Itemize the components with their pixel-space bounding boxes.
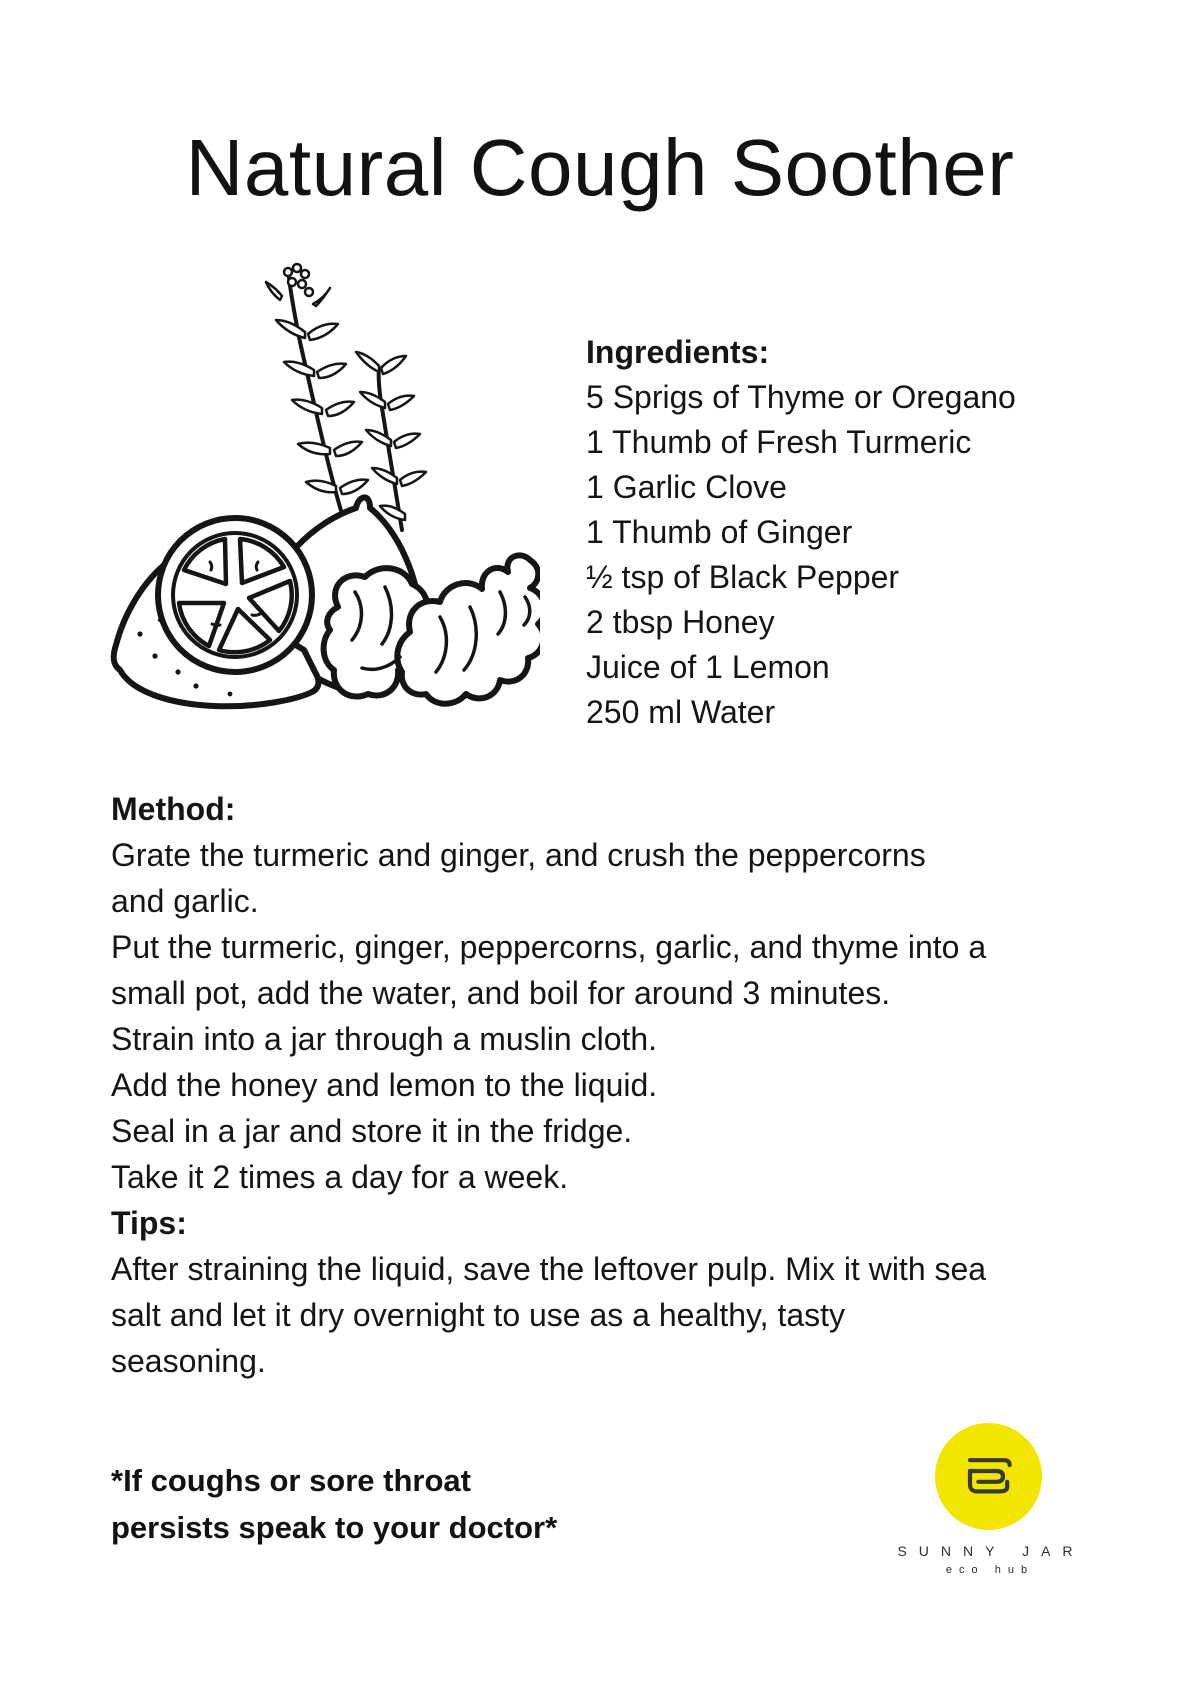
half-lemon-icon [114,518,319,706]
disclaimer-line: persists speak to your doctor* [111,1510,558,1545]
method-line: Add the honey and lemon to the liquid. [111,1067,658,1103]
ingredient-item: 1 Garlic Clove [586,469,787,505]
ginger-root-icon [324,555,540,703]
tips-line: salt and let it dry overnight to use as a healthy, tasty [111,1297,846,1333]
logo-tagline: eco hub [945,1564,1035,1576]
ingredient-item: 1 Thumb of Ginger [586,514,853,550]
method-line: Put the turmeric, ginger, peppercorns, garlic, and thyme into a [111,929,987,965]
ingredient-item: 5 Sprigs of Thyme or Oregano [586,379,1016,415]
logo-circle [935,1423,1042,1530]
tips-heading: Tips: [111,1205,187,1241]
ingredient-item: 250 ml Water [586,694,776,730]
method-line: Take it 2 times a day for a week. [111,1159,569,1195]
sunny-jar-logo [883,1423,1093,1576]
ingredient-item: ½ tsp of Black Pepper [586,559,900,595]
thyme-sprig-icon [266,264,368,514]
ingredient-item: Juice of 1 Lemon [586,649,830,685]
method-line: small pot, add the water, and boil for around 3 minutes. [111,975,891,1011]
jar-icon [957,1447,1019,1507]
method-line: and garlic. [111,883,259,919]
disclaimer-line: *If coughs or sore throat [111,1463,471,1498]
method-section [111,786,1121,1384]
page-title: Natural Cough Soother [185,123,1015,212]
method-line: Strain into a jar through a muslin cloth. [111,1021,658,1057]
lemon-ginger-thyme-illustration [100,262,540,712]
ingredient-item: 1 Thumb of Fresh Turmeric [586,424,972,460]
tips-line: After straining the liquid, save the leftover pulp. Mix it with sea [111,1251,987,1287]
tips-line: seasoning. [111,1343,266,1379]
ingredients-section [586,330,1016,735]
method-line: Seal in a jar and store it in the fridge. [111,1113,633,1149]
logo-name: SUNNY JAR [897,1543,1085,1559]
method-heading: Method: [111,791,236,827]
method-line: Grate the turmeric and ginger, and crush the peppercorns [111,837,926,873]
ingredients-heading: Ingredients: [586,334,770,370]
disclaimer [111,1457,557,1551]
ingredient-item: 2 tbsp Honey [586,604,775,640]
